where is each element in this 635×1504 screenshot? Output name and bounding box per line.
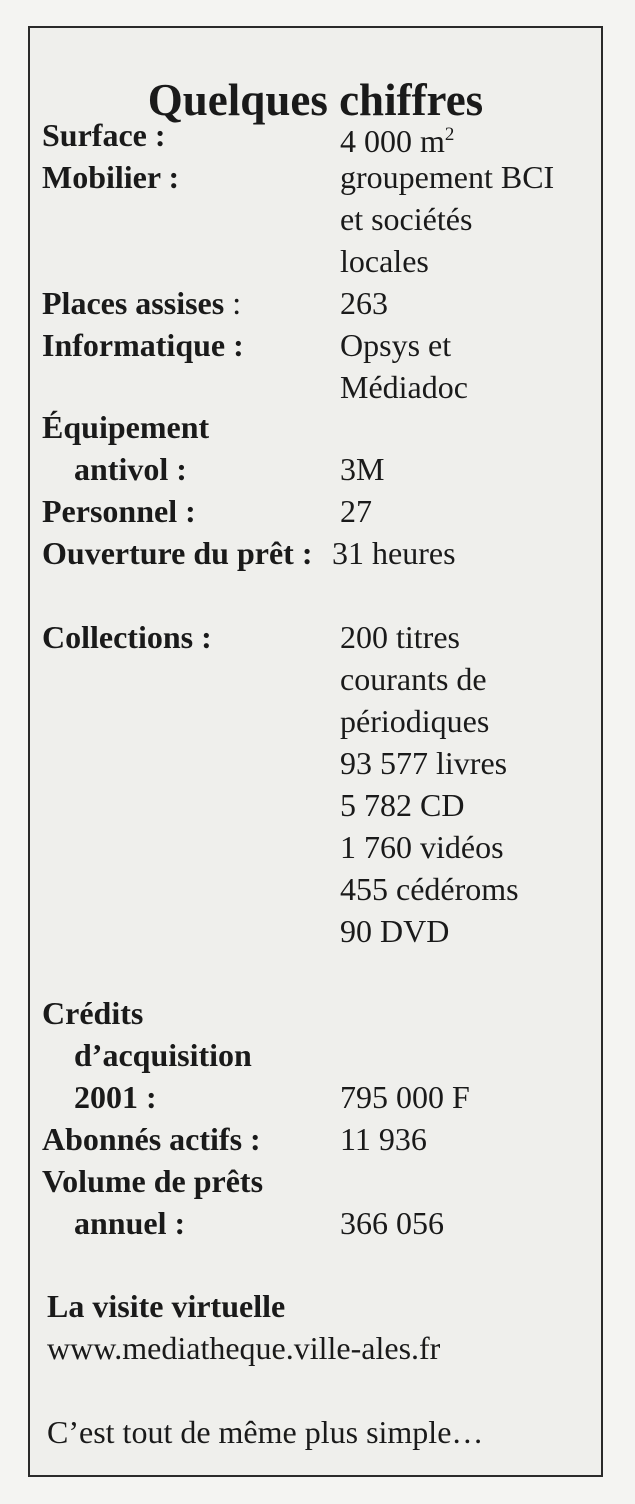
value-collections-line: courants de (340, 661, 487, 697)
value-equipement-antivol: 3M (340, 451, 385, 487)
label-collections: Collections : (42, 619, 212, 655)
label-abonnes-actifs: Abonnés actifs : (42, 1121, 261, 1157)
label-annuel: annuel : (74, 1205, 186, 1241)
label-personnel: Personnel : (42, 493, 196, 529)
value-mobilier-line: locales (340, 243, 429, 279)
value-mobilier-line: et sociétés (340, 201, 473, 237)
box-title: Quelques chiffres (147, 75, 484, 125)
value-abonnes-actifs: 11 936 (340, 1121, 427, 1157)
value-credits-acquisition: 795 000 F (340, 1079, 470, 1115)
value-collections-line: 200 titres (340, 619, 460, 655)
closing-remark: C’est tout de même plus simple… (47, 1414, 484, 1450)
label-antivol: antivol : (74, 451, 187, 487)
value-personnel: 27 (340, 493, 372, 529)
key-figures-box (28, 26, 603, 1477)
label-places-assises: Places assises : (42, 285, 242, 321)
label-2001: 2001 : (74, 1079, 157, 1115)
label-volume-de-prets: Volume de prêts (42, 1163, 264, 1199)
value-collections-line: périodiques (340, 703, 490, 739)
label-acquisition: d’acquisition (74, 1037, 252, 1073)
label-surface: Surface : (42, 117, 166, 153)
label-ouverture-du-pret: Ouverture du prêt : (42, 535, 313, 571)
value-collections-line: 5 782 CD (340, 787, 465, 823)
label-mobilier: Mobilier : (42, 159, 180, 195)
value-informatique-line: Opsys et (340, 327, 452, 363)
value-collections-line: 455 cédéroms (340, 871, 519, 907)
value-volume-de-prets: 366 056 (340, 1205, 444, 1241)
visite-heading: La visite virtuelle (47, 1288, 286, 1324)
value-collections-line: 1 760 vidéos (340, 829, 504, 865)
value-collections-line: 90 DVD (340, 913, 450, 949)
label-informatique: Informatique : (42, 327, 244, 363)
value-mobilier-line: groupement BCI (340, 159, 555, 195)
value-collections-line: 93 577 livres (340, 745, 508, 781)
value-places-assises: 263 (340, 285, 388, 321)
label-credits: Crédits (42, 995, 144, 1031)
value-ouverture-du-pret: 31 heures (332, 535, 456, 571)
visite-url-link[interactable]: www.mediatheque.ville-ales.fr (47, 1330, 441, 1366)
label-equipement: Équipement (42, 409, 210, 445)
value-surface: 4 000 $m^2$ (340, 123, 455, 159)
value-informatique-line: Médiadoc (340, 369, 468, 405)
